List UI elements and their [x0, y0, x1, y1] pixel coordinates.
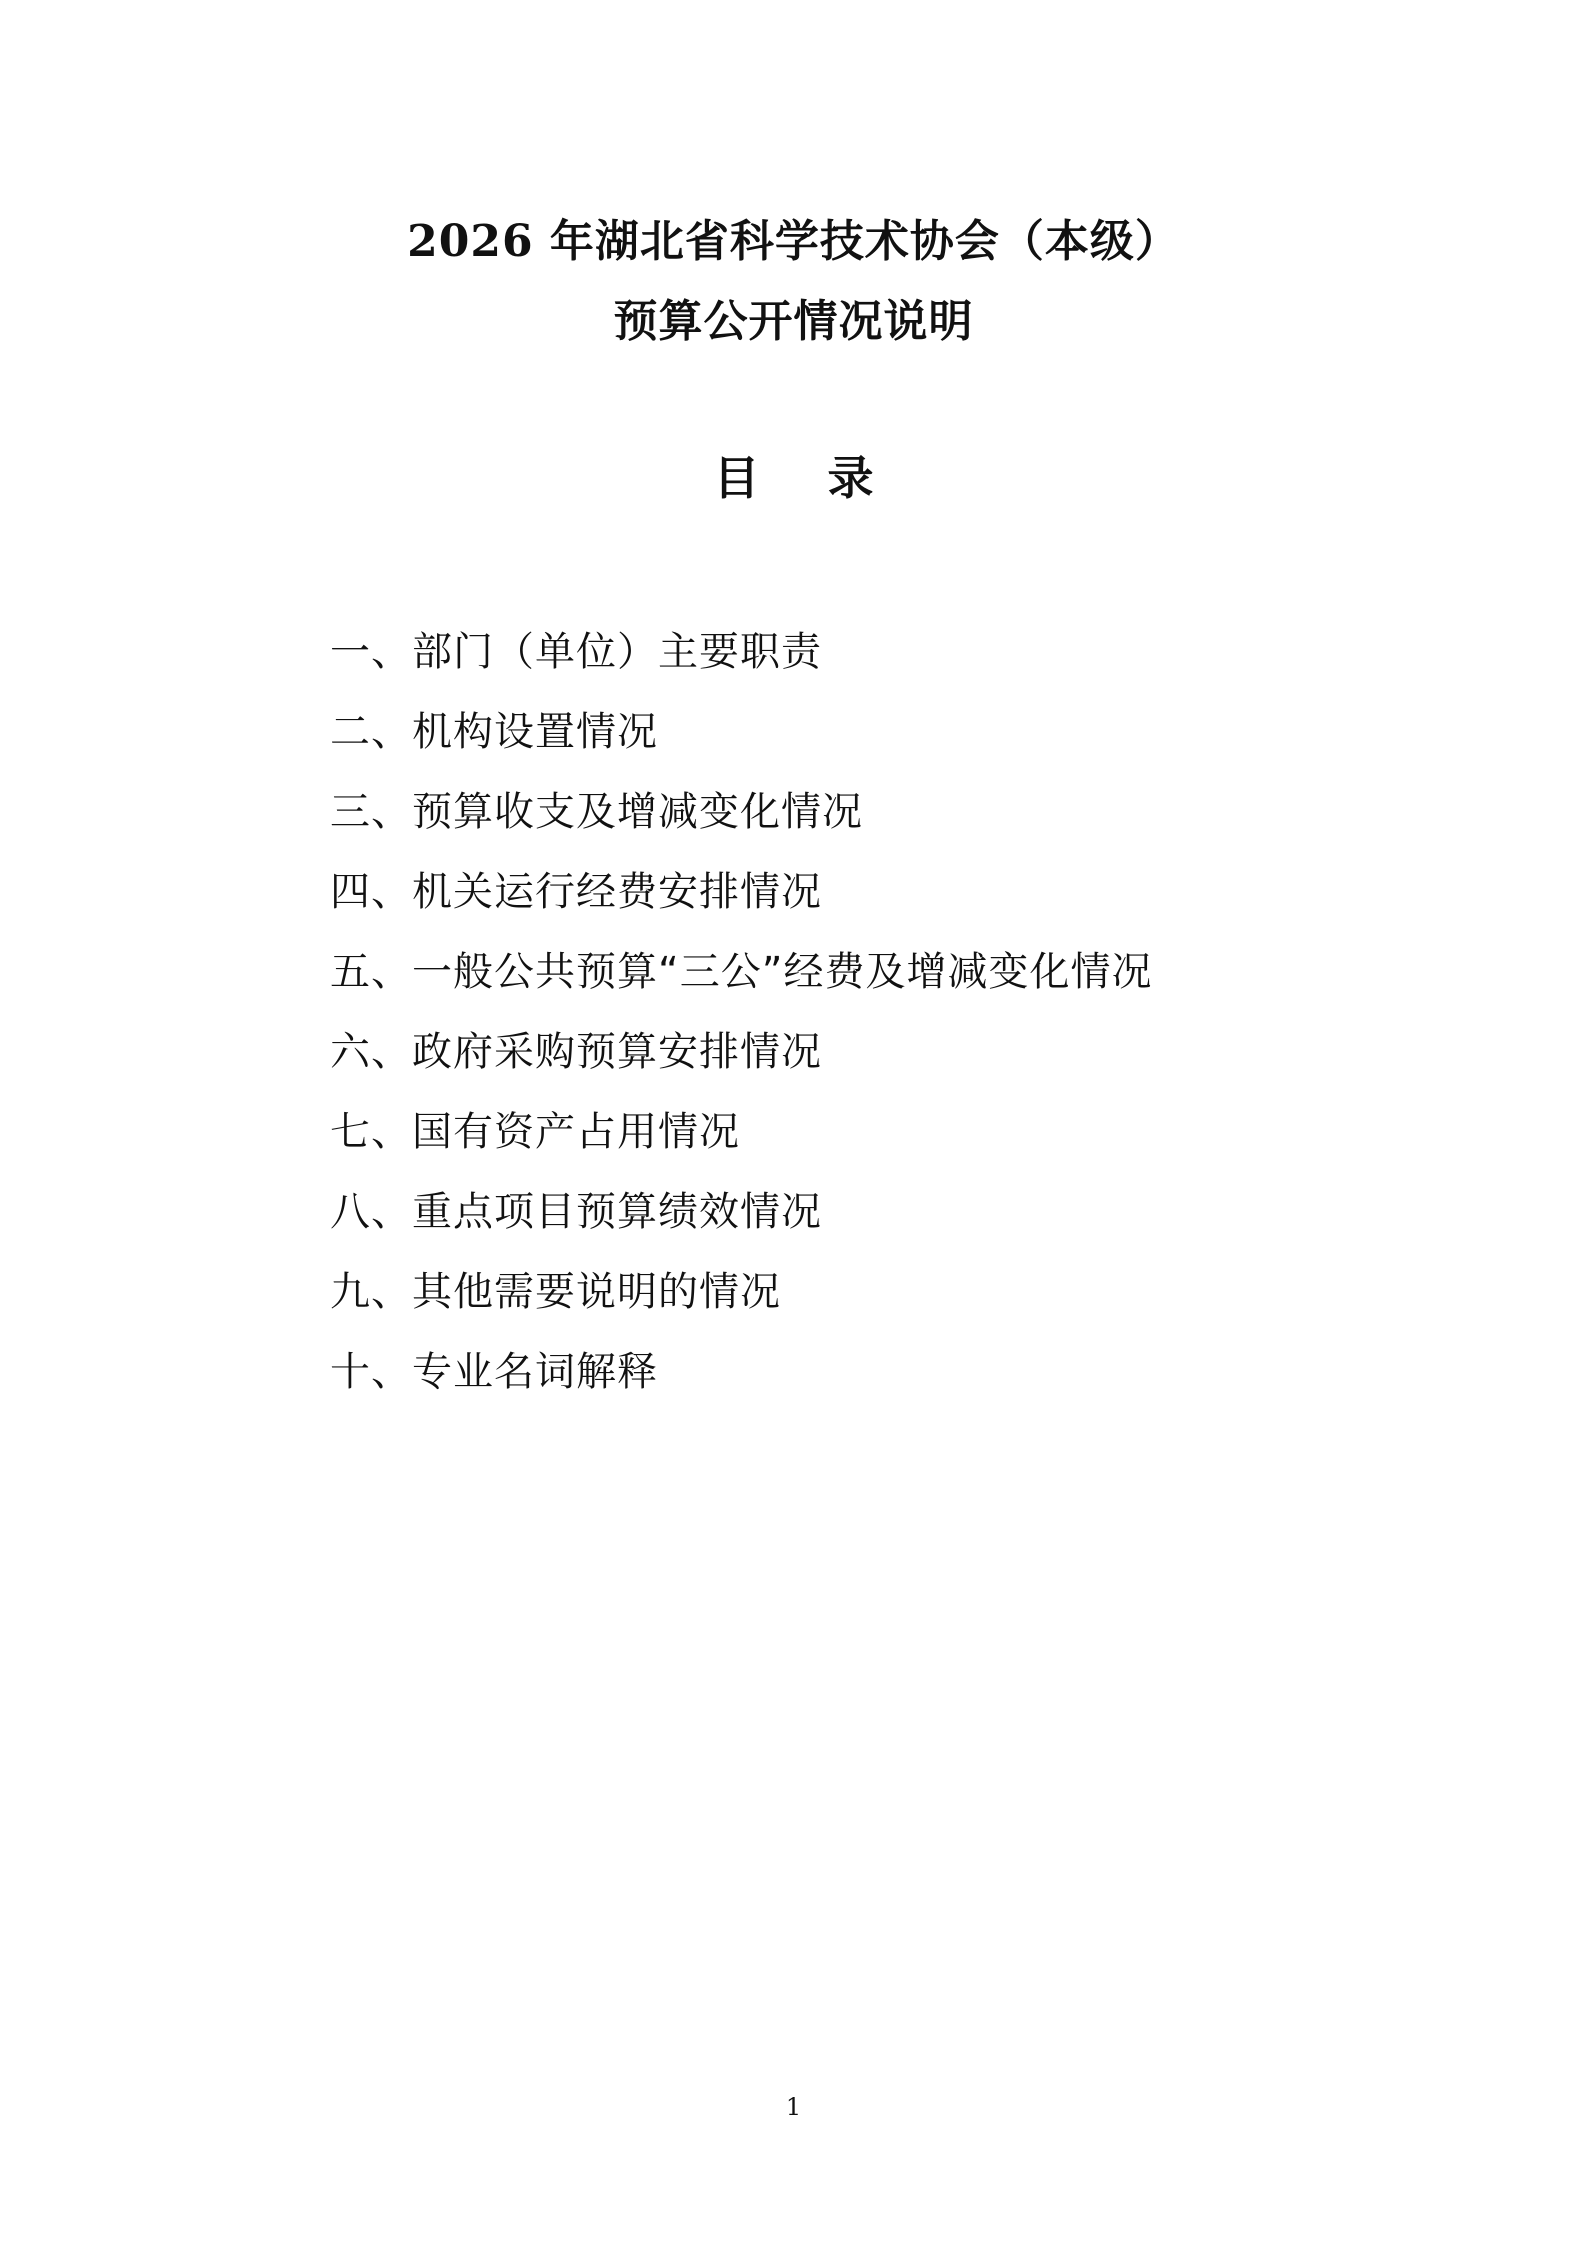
toc-item-4: 四、机关运行经费安排情况 [330, 869, 822, 915]
toc-item-1: 一、部门（单位）主要职责 [330, 629, 822, 675]
toc-item-5: 五、一般公共预算“三公”经费及增减变化情况 [330, 949, 1153, 995]
document-title-line-1: 2026 年湖北省科学技术协会（本级） [407, 216, 1180, 267]
toc-item-9: 九、其他需要说明的情况 [330, 1269, 781, 1315]
document-title-line-2: 预算公开情况说明 [613, 296, 974, 347]
toc-item-6: 六、政府采购预算安排情况 [330, 1029, 822, 1075]
toc-item-10: 十、专业名词解释 [330, 1349, 658, 1395]
toc-item-8: 八、重点项目预算绩效情况 [330, 1189, 822, 1235]
toc-item-7: 七、国有资产占用情况 [330, 1109, 740, 1155]
toc-item-3: 三、预算收支及增减变化情况 [330, 789, 863, 835]
toc-heading: 目录 [713, 451, 942, 505]
toc-item-2: 二、机构设置情况 [330, 709, 658, 755]
page-number: 1 [785, 2093, 802, 2121]
table-of-contents [330, 612, 1430, 1412]
